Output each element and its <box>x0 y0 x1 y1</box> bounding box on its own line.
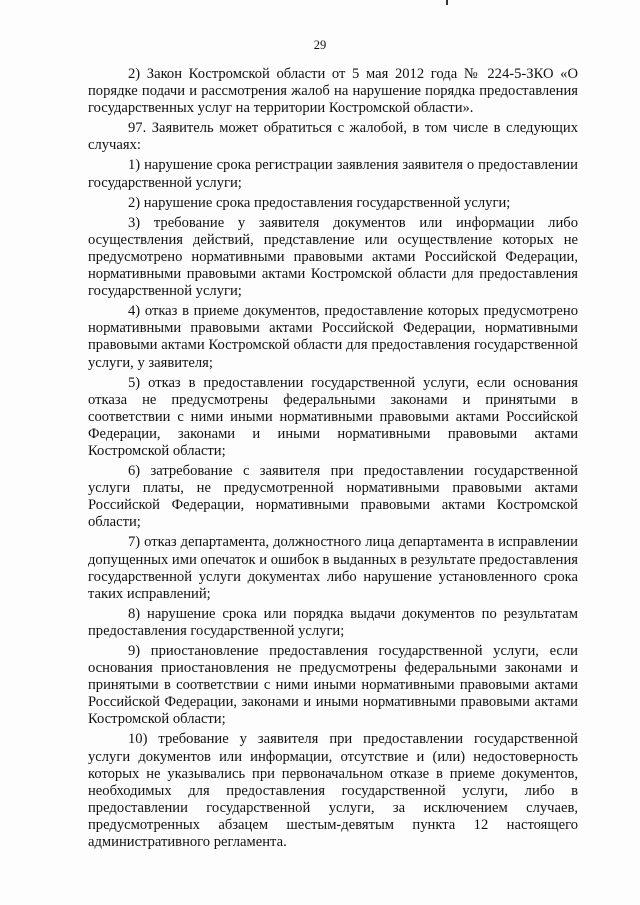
list-item-9: 9) приостановление предоставления государственной услуги, если основания приостановления не предусмотрены федеральными законами и принятыми в соответствии с ними иными нормативными правовыми актами Российской Федерации, законами и иными нормативными правовыми актами Костромской области; <box>88 643 578 728</box>
document-body <box>88 66 578 854</box>
list-item-10: 10) требование у заявителя при предоставлении государственной услуги документов или информации, отсутствие и (или) недостоверность которых не указывались при первоначальном отказе в приеме документов, необходимых для предоставления государственной услуги, либо в предоставлении государственной услуги, за исключением случаев, предусмотренных абзацем шестым-девятым пункта 12 настоящего административного регламента. <box>88 731 578 851</box>
list-item-4: 4) отказ в приеме документов, предоставление которых предусмотрено нормативными правовыми актами Российской Федерации, нормативными правовыми актами Костромской области для предоставления государственной услуги, у заявителя; <box>88 303 578 371</box>
paragraph-97-intro: 97. Заявитель может обратиться с жалобой, в том числе в следующих случаях: <box>88 120 578 154</box>
paragraph-law-reference: 2) Закон Костромской области от 5 мая 2012 года № 224-5-ЗКО «О порядке подачи и рассмотрения жалоб на нарушение порядка предоставления государственных услуг на территории Костромской области». <box>88 66 578 117</box>
list-item-2: 2) нарушение срока предоставления государственной услуги; <box>128 194 511 211</box>
list-item-7: 7) отказ департамента, должностного лица департамента в исправлении допущенных ими опечаток и ошибок в выданных в результате предоставления государственной услуги документах либо нарушение установленного срока таких исправлений; <box>88 534 578 602</box>
list-item-3: 3) требование у заявителя документов или информации либо осуществления действий, представление или осуществление которых не предусмотрено нормативными правовыми актами Российской Федерации, нормативными правовыми актами Костромской области для предоставления государственной услуги; <box>88 214 578 300</box>
scan-mark <box>446 0 448 5</box>
list-item-1: 1) нарушение срока регистрации заявления заявителя о предоставлении государственной услуги; <box>88 157 578 191</box>
list-item-5: 5) отказ в предоставлении государственной услуги, если основания отказа не предусмотрены федеральными законами и принятыми в соответствии с ними иными нормативными правовыми актами Российской Федерации, законами и иными нормативными правовыми актами Костромской области; <box>88 374 578 459</box>
page-number: 29 <box>313 38 327 52</box>
list-item-8: 8) нарушение срока или порядка выдачи документов по результатам предоставления государственной услуги; <box>88 605 578 639</box>
list-item-6: 6) затребование с заявителя при предоставлении государственной услуги платы, не предусмотренной нормативными правовыми актами Российской Федерации, нормативными правовыми актами Костромской области; <box>88 463 578 531</box>
